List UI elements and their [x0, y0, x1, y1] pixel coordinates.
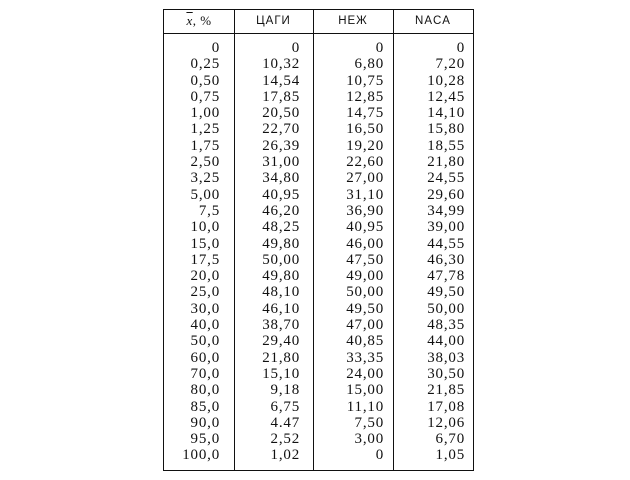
nezh-cell: 6,80 — [354, 56, 384, 73]
nezh-cell: 11,10 — [346, 398, 384, 415]
table-row — [164, 284, 473, 300]
naca-cell: 12,06 — [427, 414, 465, 431]
x-percent-cell: 0,75 — [190, 88, 220, 105]
tsagi-cell: 46,20 — [262, 202, 300, 219]
table-row — [164, 154, 473, 170]
table-row — [164, 236, 473, 252]
x-percent-cell: 3,25 — [190, 170, 220, 187]
tsagi-cell: 6,75 — [270, 398, 300, 415]
x-percent-cell: 60,0 — [190, 349, 220, 366]
nezh-cell: 0 — [375, 40, 384, 56]
naca-cell: 30,50 — [427, 365, 465, 382]
nezh-cell: 46,00 — [346, 235, 384, 252]
header-x-percent — [164, 10, 234, 33]
x-percent-cell: 70,0 — [190, 365, 220, 382]
naca-cell: 47,78 — [427, 268, 465, 285]
nezh-cell: 49,50 — [346, 300, 384, 317]
x-percent-cell: 85,0 — [190, 398, 220, 415]
table-row — [164, 301, 473, 317]
table-row — [164, 170, 473, 186]
x-percent-cell: 20,0 — [190, 268, 220, 285]
table-row — [164, 399, 473, 415]
data-table — [163, 9, 474, 471]
x-percent-cell: 0 — [211, 40, 220, 56]
nezh-cell: 47,00 — [346, 317, 384, 334]
nezh-cell: 19,20 — [346, 137, 384, 154]
tsagi-cell: 15,10 — [262, 365, 300, 382]
table-row — [164, 268, 473, 284]
naca-cell: 1,05 — [435, 447, 465, 464]
table-row — [164, 415, 473, 431]
nezh-cell: 47,50 — [346, 251, 384, 268]
tsagi-cell: 48,10 — [262, 284, 300, 301]
table-row — [164, 105, 473, 121]
x-percent-cell: 0,25 — [190, 56, 220, 73]
nezh-cell: 36,90 — [346, 202, 384, 219]
header-divider — [164, 33, 473, 34]
x-percent-cell: 5,00 — [190, 186, 220, 203]
table-row — [164, 56, 473, 72]
tsagi-cell: 49,80 — [262, 268, 300, 285]
nezh-cell: 50,00 — [346, 284, 384, 301]
nezh-cell: 40,95 — [346, 219, 384, 236]
header-naca: NACA — [415, 15, 451, 27]
table-row — [164, 447, 473, 463]
nezh-cell: 15,00 — [346, 382, 384, 399]
naca-cell: 17,08 — [427, 398, 465, 415]
x-percent-cell: 1,00 — [190, 105, 220, 122]
naca-cell: 46,30 — [427, 251, 465, 268]
x-percent-cell: 1,25 — [190, 121, 220, 138]
naca-cell: 18,55 — [427, 137, 465, 154]
tsagi-cell: 0 — [291, 40, 300, 56]
tsagi-cell: 31,00 — [262, 154, 300, 171]
naca-cell: 29,60 — [427, 186, 465, 203]
x-percent-cell: 17,5 — [190, 251, 220, 268]
tsagi-cell: 20,50 — [262, 105, 300, 122]
nezh-cell: 12,85 — [346, 88, 384, 105]
header-tsagi: ЦАГИ — [256, 15, 291, 27]
x-percent-cell: 15,0 — [190, 235, 220, 252]
x-percent-cell: 40,0 — [190, 317, 220, 334]
x-percent-cell: 50,0 — [190, 333, 220, 350]
nezh-cell: 3,00 — [354, 431, 384, 448]
tsagi-cell: 14,54 — [262, 72, 300, 89]
nezh-cell: 31,10 — [346, 186, 384, 203]
nezh-cell: 10,75 — [346, 72, 384, 89]
nezh-cell: 40,85 — [346, 333, 384, 350]
tsagi-cell: 1,02 — [270, 447, 300, 464]
table-row — [164, 40, 473, 56]
table-row — [164, 187, 473, 203]
tsagi-cell: 2,52 — [270, 431, 300, 448]
naca-cell: 21,85 — [427, 382, 465, 399]
naca-cell: 44,55 — [427, 235, 465, 252]
table-row — [164, 317, 473, 333]
nezh-cell: 0 — [375, 447, 384, 464]
naca-cell: 6,70 — [435, 431, 465, 448]
tsagi-cell: 10,32 — [262, 56, 300, 73]
table-row — [164, 203, 473, 219]
nezh-cell: 49,00 — [346, 268, 384, 285]
x-percent-cell: 100,0 — [182, 447, 220, 464]
x-percent-cell: 80,0 — [190, 382, 220, 399]
x-percent-cell: 30,0 — [190, 300, 220, 317]
tsagi-cell: 38,70 — [262, 317, 300, 334]
naca-cell: 10,28 — [427, 72, 465, 89]
tsagi-cell: 29,40 — [262, 333, 300, 350]
naca-cell: 14,10 — [427, 105, 465, 122]
tsagi-cell: 22,70 — [262, 121, 300, 138]
tsagi-cell: 48,25 — [262, 219, 300, 236]
x-percent-cell: 7,5 — [198, 202, 220, 219]
header-x-symbol: $\overline{x}$ — [186, 13, 193, 28]
nezh-cell: 27,00 — [346, 170, 384, 187]
table-row — [164, 89, 473, 105]
table-row — [164, 350, 473, 366]
nezh-cell: 7,50 — [354, 414, 384, 431]
x-percent-cell: 90,0 — [190, 414, 220, 431]
table-row — [164, 219, 473, 235]
naca-cell: 15,80 — [427, 121, 465, 138]
x-percent-cell: 25,0 — [190, 284, 220, 301]
nezh-cell: 33,35 — [346, 349, 384, 366]
table-row — [164, 333, 473, 349]
tsagi-cell: 49,80 — [262, 235, 300, 252]
x-percent-cell: 0,50 — [190, 72, 220, 89]
naca-cell: 21,80 — [427, 154, 465, 171]
naca-cell: 48,35 — [427, 317, 465, 334]
table-row — [164, 252, 473, 268]
naca-cell: 12,45 — [427, 88, 465, 105]
tsagi-cell: 34,80 — [262, 170, 300, 187]
naca-cell: 50,00 — [427, 300, 465, 317]
tsagi-cell: 21,80 — [262, 349, 300, 366]
nezh-cell: 14,75 — [346, 105, 384, 122]
tsagi-cell: 50,00 — [262, 251, 300, 268]
table-row — [164, 431, 473, 447]
nezh-cell: 24,00 — [346, 365, 384, 382]
table-row — [164, 366, 473, 382]
naca-cell: 34,99 — [427, 202, 465, 219]
x-percent-cell: 95,0 — [190, 431, 220, 448]
tsagi-cell: 4.47 — [270, 414, 300, 431]
tsagi-cell: 46,10 — [262, 300, 300, 317]
tsagi-cell: 40,95 — [262, 186, 300, 203]
table-body — [164, 40, 473, 464]
naca-cell: 7,20 — [435, 56, 465, 73]
tsagi-cell: 26,39 — [262, 137, 300, 154]
table-row — [164, 138, 473, 154]
naca-cell: 49,50 — [427, 284, 465, 301]
naca-cell: 0 — [456, 40, 465, 56]
naca-cell: 38,03 — [427, 349, 465, 366]
x-percent-cell: 1,75 — [190, 137, 220, 154]
x-percent-cell: 10,0 — [190, 219, 220, 236]
table-row — [164, 73, 473, 89]
naca-cell: 44,00 — [427, 333, 465, 350]
x-percent-cell: 2,50 — [190, 154, 220, 171]
table-row — [164, 121, 473, 137]
naca-cell: 39,00 — [427, 219, 465, 236]
nezh-cell: 16,50 — [346, 121, 384, 138]
table-row — [164, 382, 473, 398]
header-x-unit: , % — [192, 13, 212, 28]
header-nezh: НЕЖ — [338, 15, 368, 27]
tsagi-cell: 17,85 — [262, 88, 300, 105]
nezh-cell: 22,60 — [346, 154, 384, 171]
tsagi-cell: 9,18 — [270, 382, 300, 399]
naca-cell: 24,55 — [427, 170, 465, 187]
